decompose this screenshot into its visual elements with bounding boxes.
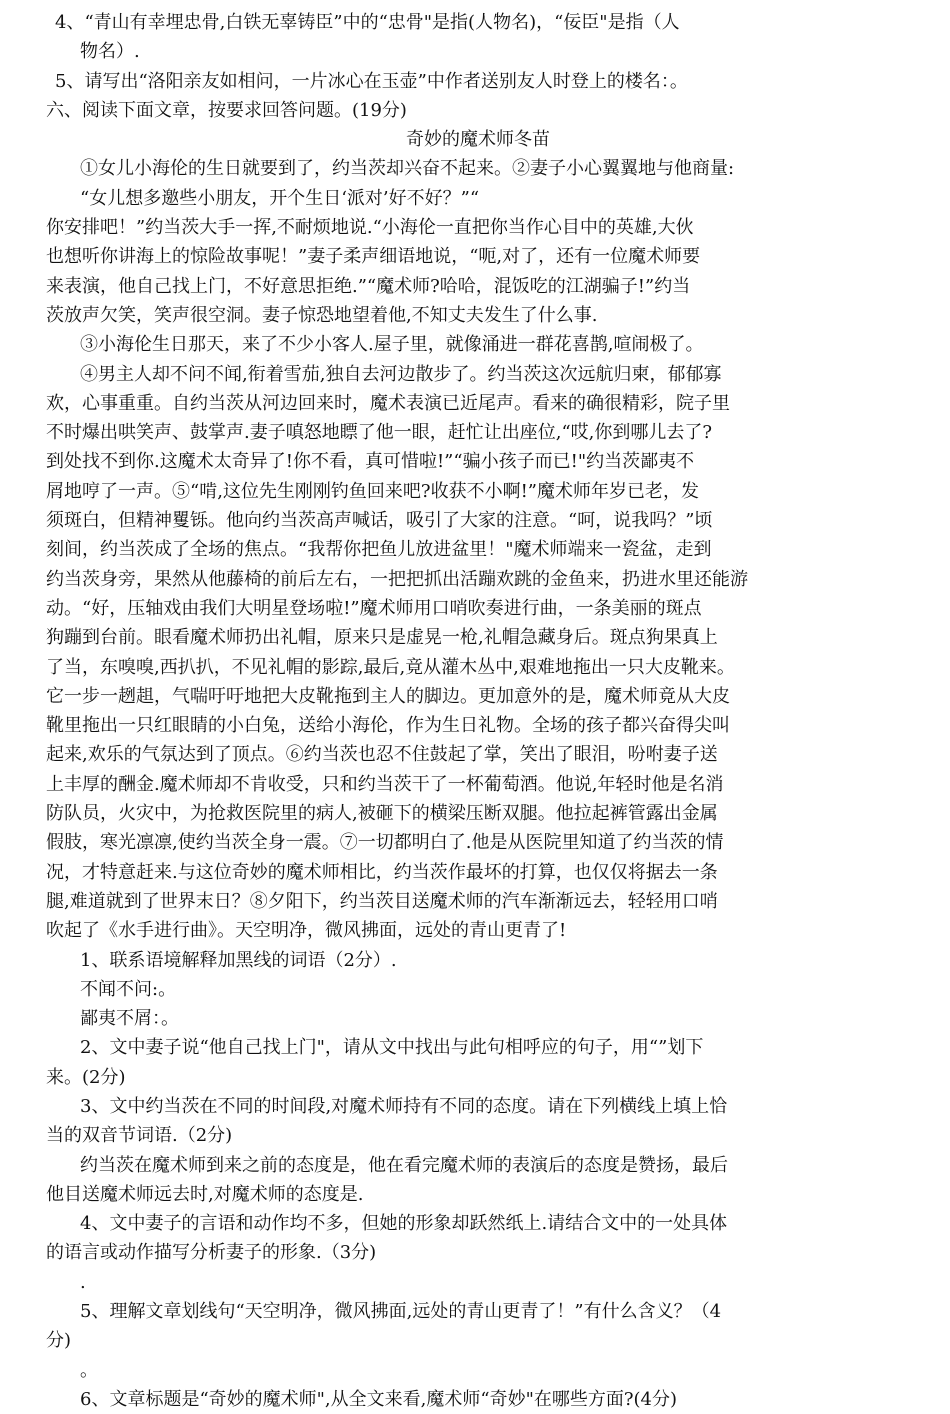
text-line: 屑地哼了一声。⑤“啃,这位先生刚刚钓鱼回来吧?收获不小啊!”魔术师年岁已老，发 [46, 480, 700, 502]
text-line: 的语言或动作描写分析妻子的形象.（3分) [46, 1242, 377, 1264]
text-line: 。 [80, 1359, 98, 1381]
text-line: 了当，东嗅嗅,西扒扒，不见礼帽的影踪,最后,竟从灌木丛中,艰难地拖出一只大皮靴来。 [46, 656, 735, 678]
text-line: 来表演，他自己找上门，不好意思拒绝.”“魔术师?哈哈，混饭吃的江湖骗子!”约当 [46, 275, 691, 297]
text-line: 也想听你讲海上的惊险故事呢！”妻子柔声细语地说，“呃,对了，还有一位魔术师要 [46, 246, 701, 268]
text-line: 分) [46, 1330, 72, 1352]
text-line: 腿,难道就到了世界末日？⑧夕阳下，约当茨目送魔术师的汽车渐渐远去，轻轻用口哨 [46, 890, 718, 912]
text-line: 2、文中妻子说“他自己找上门"，请从文中找出与此句相呼应的句子，用“”划下 [80, 1037, 704, 1059]
text-line: 起来,欢乐的气氛达到了顶点。⑥约当茨也忍不住鼓起了掌，笑出了眼泪，吩咐妻子送 [46, 744, 718, 766]
text-line: 1、联系语境解释加黑线的词语（2分）. [80, 949, 397, 971]
text-line: ①女儿小海伦的生日就要到了，约当茨却兴奋不起来。②妻子小心翼翼地与他商量: [80, 158, 735, 180]
text-line: ④男主人却不问不闻,衔着雪茄,独自去河边散步了。约当茨这次远航归柬，郁郁寡 [80, 363, 722, 385]
text-line: 到处找不到你.这魔术太奇异了!你不看，真可惜啦!”“骗小孩子而已!"约当茨鄙夷不 [46, 451, 695, 473]
text-line: 须斑白，但精神矍铄。他向约当茨高声喊话，吸引了大家的注意。“呵，说我吗？”顷 [46, 510, 713, 532]
text-line: 它一步一趔趄，气喘吁吁地把大皮靴拖到主人的脚边。更加意外的是，魔术师竟从大皮 [46, 685, 730, 707]
text-line: 4、文中妻子的言语和动作均不多，但她的形象却跃然纸上.请结合文中的一处具体 [80, 1213, 728, 1235]
document-page [46, 8, 910, 1414]
text-line: 假肢，寒光凛凛,使约当茨全身一震。⑦一切都明白了.他是从医院里知道了约当茨的情 [46, 832, 724, 854]
text-line: 3、文中约当茨在不同的时间段,对魔术师持有不同的态度。请在下列横线上填上恰 [80, 1095, 728, 1117]
text-line: “女儿想多邀些小朋友，开个生日‘派对’好不好？”“ [80, 187, 480, 209]
text-line: 刻间，约当茨成了全场的焦点。“我帮你把鱼儿放进盆里！"魔术师端来一瓷盆，走到 [46, 539, 712, 561]
article-title: 奇妙的魔术师冬苗 [406, 129, 550, 151]
text-line: ③小海伦生日那天，来了不少小客人.屋子里，就像涌进一群花喜鹊,喧闹极了。 [80, 334, 704, 356]
text-line: 你安排吧！”约当茨大手一挥,不耐烦地说.“小海伦一直把你当作心目中的英雄,大伙 [46, 217, 694, 239]
text-line: 上丰厚的酬金.魔术师却不肯收受，只和约当茨干了一杯葡萄酒。他说,年轻时他是名消 [46, 773, 724, 795]
text-line: 况，才特意赶来.与这位奇妙的魔术师相比，约当茨作最坏的打算，也仅仅将据去一条 [46, 861, 718, 883]
text-line: . [80, 1271, 86, 1293]
text-line: 约当茨身旁，果然从他藤椅的前后左右，一把把抓出活蹦欢跳的金鱼来，扔进水里还能游 [46, 568, 748, 590]
text-line: 防队员，火灾中，为抢救医院里的病人,被砸下的横梁压断双腿。他拉起裤管露出金属 [46, 803, 718, 825]
text-line: 5、请写出“洛阳亲友如相问，一片冰心在玉壶”中作者送别友人时登上的楼名：。 [55, 70, 688, 92]
text-line: 六、阅读下面文章，按要求回答问题。(19分) [46, 99, 407, 121]
text-line: 茨放声欠笑，笑声很空洞。妻子惊恐地望着他,不知丈夫发生了什么事. [46, 304, 598, 326]
text-line: 5、理解文章划线句“天空明净，微风拂面,远处的青山更青了！”有什么含义？（4 [80, 1301, 722, 1323]
text-line: 不闻不问:。 [80, 978, 177, 1000]
text-line: 当的双音节词语.（2分) [46, 1125, 233, 1147]
text-line: 约当茨在魔术师到来之前的态度是，他在看完魔术师的表演后的态度是赞扬，最后 [80, 1154, 728, 1176]
text-line: 欢，心事重重。自约当茨从河边回来时，魔术表演已近尾声。看来的确很精彩，院子里 [46, 392, 730, 414]
text-line: 靴里拖出一只红眼睛的小白兔，送给小海伦，作为生日礼物。全场的孩子都兴奋得尖叫 [46, 715, 730, 737]
text-line: 他目送魔术师远去时,对魔术师的态度是. [46, 1183, 364, 1205]
text-line: 动。“好，压轴戏由我们大明星登场啦!”魔术师用口哨吹奏进行曲，一条美丽的斑点 [46, 597, 702, 619]
text-line: 来。(2分) [46, 1066, 126, 1088]
text-line: 不时爆出哄笑声、鼓掌声.妻子嗔怒地瞟了他一眼，赶忙让出座位,“哎,你到哪儿去了? [46, 422, 713, 444]
text-line: 6、文章标题是“奇妙的魔术师",从全文来看,魔术师“奇妙"在哪些方面?(4分) [80, 1388, 678, 1410]
text-line: 鄙夷不屑：。 [80, 1008, 179, 1030]
text-line: 吹起了《水手进行曲》。天空明净，微风拂面，远处的青山更青了! [46, 920, 567, 942]
text-line: 狗蹦到台前。眼看魔术师扔出礼帽，原来只是虚晃一枪,礼帽急藏身后。斑点狗果真上 [46, 627, 718, 649]
text-line: 4、“青山有幸埋忠骨,白铁无辜铸臣”中的“忠骨"是指(人物名)，“佞臣"是指（人 [55, 12, 680, 33]
text-line: 物名）. [80, 41, 140, 63]
